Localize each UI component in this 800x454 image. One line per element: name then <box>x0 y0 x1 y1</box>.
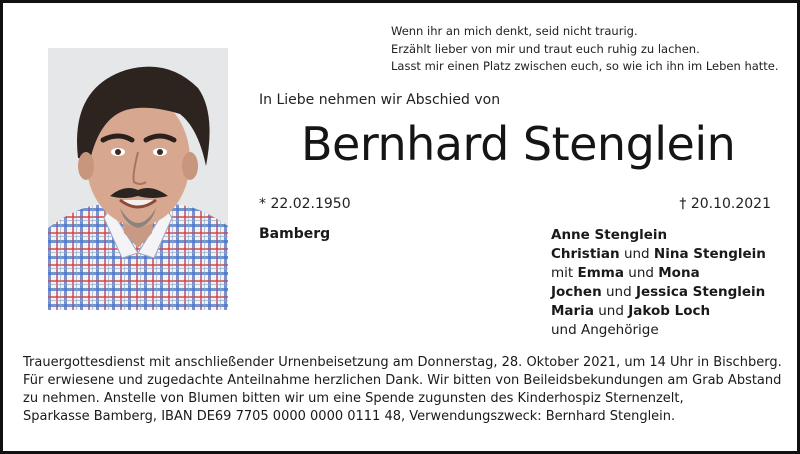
footer-line-1: Trauergottesdienst mit anschließender Urnenbeisetzung am Donnerstag, 28. Oktober 2021, um 14 Uhr in Bischberg. <box>23 355 782 370</box>
connector-word: und <box>623 246 650 262</box>
deceased-name: Bernhard Stenglein <box>301 117 736 171</box>
mourner-name: Mona <box>658 265 700 281</box>
quote-line-3: Lasst mir einen Platz zwischen euch, so wie ich ihn im Leben hatte. <box>391 59 779 73</box>
mourner-name: Anne Stenglein <box>551 227 668 243</box>
place-of-residence: Bamberg <box>259 226 331 242</box>
intro-text: In Liebe nehmen wir Abschied von <box>259 92 501 108</box>
mourner-name: Jochen <box>551 284 602 300</box>
relatives-text: und Angehörige <box>551 322 659 338</box>
death-date: † 20.10.2021 <box>679 196 771 212</box>
mourner-name: Emma <box>577 265 624 281</box>
mourner-line <box>551 302 766 321</box>
connector-word: mit <box>551 265 574 281</box>
connector-word: und <box>628 265 654 281</box>
footer-line-3: zu nehmen. Anstelle von Blumen bitten wir um eine Spende zugunsten des Kinderhospiz Sternenzelt, <box>23 391 684 406</box>
service-information <box>23 354 783 426</box>
connector-word: und <box>598 303 624 319</box>
mourner-line <box>551 321 766 340</box>
mourner-line <box>551 245 766 264</box>
mourner-line <box>551 264 766 283</box>
portrait-illustration <box>48 48 228 310</box>
portrait-photo <box>48 48 228 310</box>
quote-line-2: Erzählt lieber von mir und traut euch ruhig zu lachen. <box>391 41 700 56</box>
mourner-name: Jessica Stenglein <box>635 284 766 300</box>
footer-line-2: Für erwiesene und zugedachte Anteilnahme herzlichen Dank. Wir bitten von Beileidsbekundungen am Grab Abstand <box>23 373 782 388</box>
mourner-name: Nina Stenglein <box>653 246 766 262</box>
mourner-name: Christian <box>551 246 620 262</box>
quote-line-1: Wenn ihr an mich denkt, seid nicht traurig. <box>391 24 638 38</box>
mourner-line <box>551 283 766 302</box>
mourner-name: Jakob Loch <box>628 303 711 319</box>
mourner-name: Maria <box>551 303 594 319</box>
memorial-quote <box>391 23 779 76</box>
mourners-list <box>551 226 766 340</box>
connector-word: und <box>605 284 632 300</box>
mourner-line <box>551 226 766 245</box>
footer-line-4: Sparkasse Bamberg, IBAN DE69 7705 0000 0000 0111 48, Verwendungszweck: Bernhard Stenglein. <box>23 409 676 424</box>
birth-date: * 22.02.1950 <box>259 196 351 212</box>
